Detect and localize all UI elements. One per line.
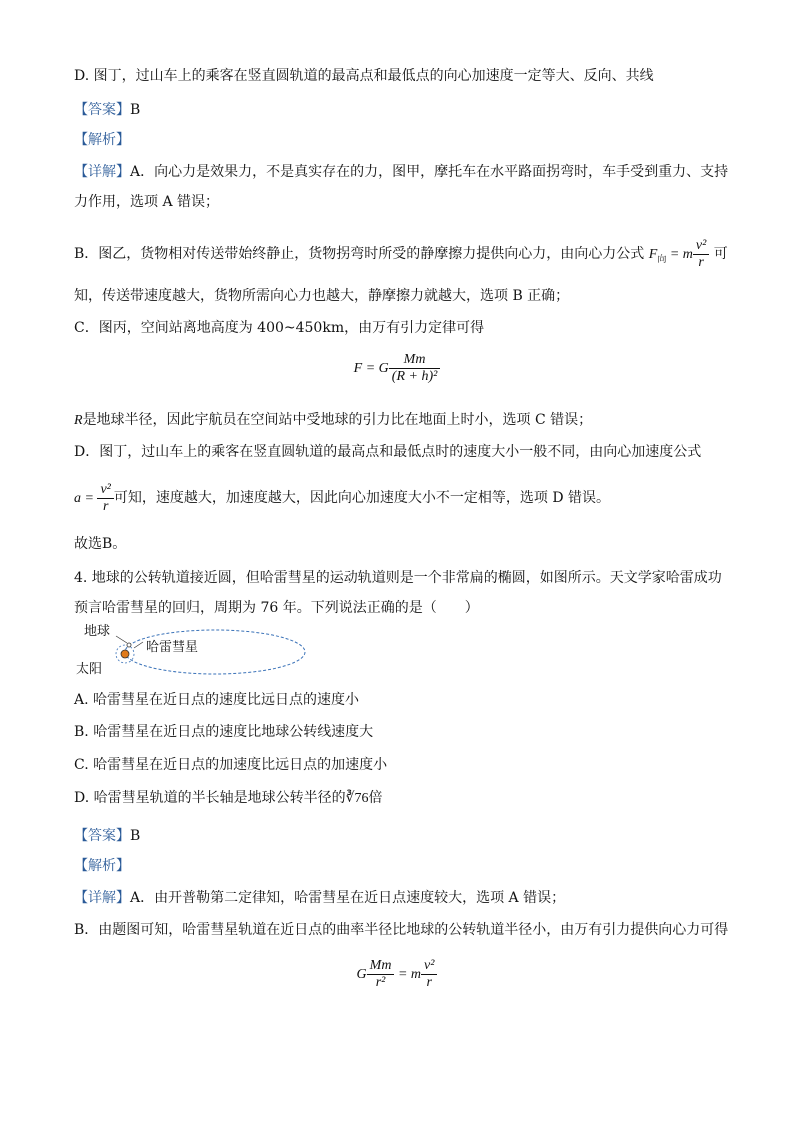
gravity-formula: F = G $\frac{Mm}{\text{(R + h)²}}$ bbox=[0, 352, 794, 385]
comet-pointer bbox=[134, 642, 143, 648]
answer-2: 【答案】B bbox=[74, 828, 141, 844]
explain-b-cont: 知，传送带速度越大，货物所需向心力也越大，静摩擦力就越大，选项 B 正确； bbox=[74, 288, 570, 304]
gravity-centripetal-equation: G $\frac{Mm}{\text{r²}}$ = m $\frac{\text{v²}}{r}$ bbox=[0, 958, 794, 991]
answer-value: B bbox=[130, 102, 141, 118]
sun-icon bbox=[121, 650, 129, 658]
answer-1 bbox=[74, 100, 140, 120]
explain-a-cont: 力作用，选项 A 错误； bbox=[74, 194, 220, 210]
explain-d-cont: a = $\frac{\text{v²}}{r}$ 可知，速度越大，加速度越大，因此向心加速度大小不一定相等，选项 D 错误。 bbox=[74, 482, 610, 515]
question-4-cont: 预言哈雷彗星的回归，周期为 76 年。下列说法正确的是（ ） bbox=[74, 600, 479, 616]
explain-2-a: 【详解】A．由开普勒第二定律知，哈雷彗星在近日点速度较大，选项 A 错误； bbox=[74, 890, 566, 906]
option-d: D. 哈雷彗星轨道的半长轴是地球公转半径的∛76倍 bbox=[74, 790, 383, 806]
question-4: 4. 地球的公转轨道接近圆，但哈雷彗星的运动轨道则是一个非常扁的椭圆，如图所示。天文学家哈雷成功 bbox=[74, 570, 722, 586]
analysis-tag-2: 【解析】 bbox=[74, 858, 130, 874]
explain-b: B．图乙，货物相对传送带始终静止，货物拐弯时所受的静摩擦力提供向心力，由向心力公式 $F_向 = m$ $\frac{\text{v²}}{r}$ 可 bbox=[74, 238, 728, 271]
earth-icon bbox=[127, 643, 131, 647]
comet-label: 哈雷彗星 bbox=[146, 640, 199, 655]
option-b: B. 哈雷彗星在近日点的速度比地球公转线速度大 bbox=[74, 724, 374, 740]
explain-c: C．图丙，空间站离地高度为 400~450km，由万有引力定律可得 bbox=[74, 320, 485, 336]
option-c: C. 哈雷彗星在近日点的加速度比远日点的加速度小 bbox=[74, 757, 388, 773]
conclusion: 故选B。 bbox=[74, 536, 127, 552]
centripetal-force-formula: $F_向 = m$ $\frac{\text{v²}}{r}$ bbox=[649, 247, 710, 262]
option-a: A. 哈雷彗星在近日点的速度比远日点的速度小 bbox=[74, 692, 360, 708]
explain-d: D．图丁，过山车上的乘客在竖直圆轨道的最高点和最低点时的速度大小一般不同，由向心加速度公式 bbox=[74, 444, 702, 460]
analysis-tag: 【解析】 bbox=[74, 132, 130, 148]
earth-pointer bbox=[116, 636, 127, 643]
answer-tag: 【答案】 bbox=[74, 102, 130, 118]
earth-label: 地球 bbox=[84, 624, 111, 639]
option-d-text: D. 图丁，过山车上的乘客在竖直圆轨道的最高点和最低点的向心加速度一定等大、反向、共线 bbox=[74, 68, 654, 84]
explain-c-cont: R是地球半径，因此宇航员在空间站中受地球的引力比在地面上时小，选项 C 错误； bbox=[74, 412, 593, 428]
cube-root: ∛76 bbox=[345, 791, 369, 806]
detail-tag: 【详解】 bbox=[74, 164, 130, 180]
explain-2-b: B．由题图可知，哈雷彗星轨道在近日点的曲率半径比地球的公转轨道半径小，由万有引力提供向心力可得 bbox=[74, 922, 729, 938]
orbit-figure bbox=[70, 620, 320, 680]
sun-label: 太阳 bbox=[76, 662, 103, 677]
explain-a: 【详解】A．向心力是效果力，不是真实存在的力，图甲，摩托车在水平路面拐弯时，车手受到重力、支持 bbox=[74, 164, 729, 180]
acceleration-formula: a = $\frac{\text{v²}}{r}$ bbox=[74, 491, 114, 506]
